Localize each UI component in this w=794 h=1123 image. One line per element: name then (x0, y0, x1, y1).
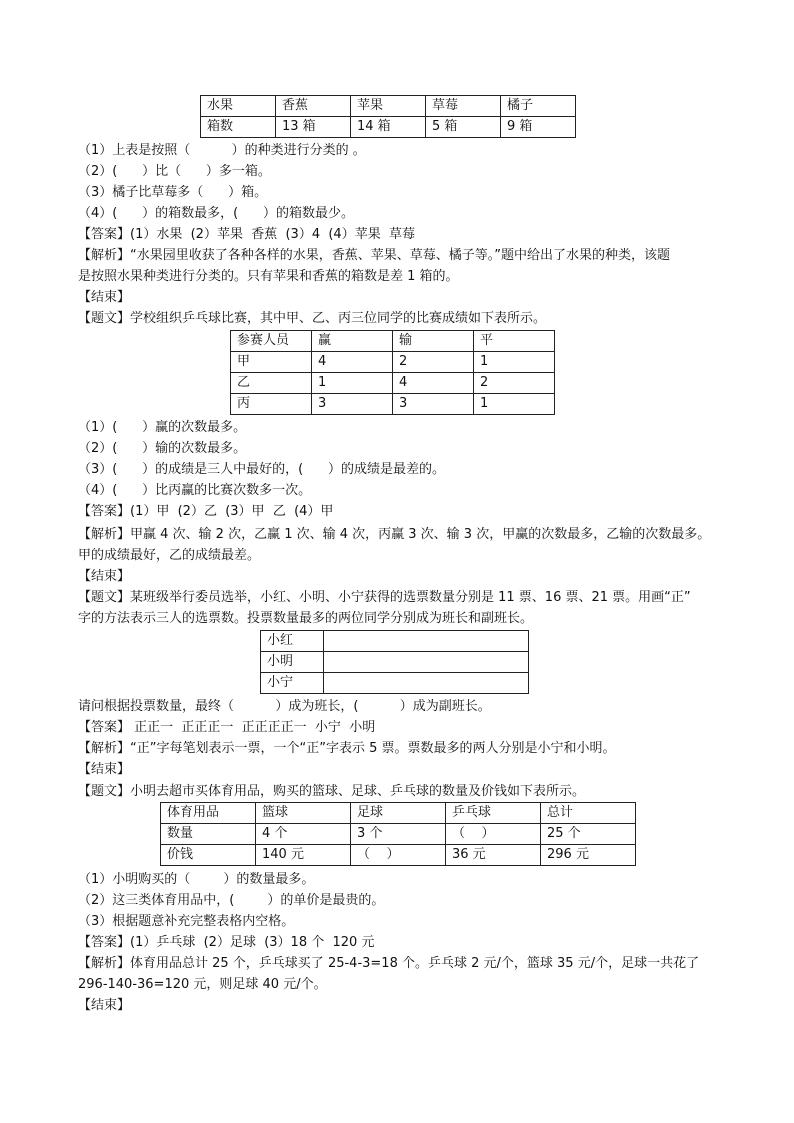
vote-table (260, 630, 529, 694)
answer-line: 【答案】(1）水果 (2）苹果 香蕉 (3）4 (4）苹果 草莓 (78, 227, 415, 242)
table-cell: 赢 (312, 331, 393, 352)
pingpong-table (230, 330, 555, 415)
question-line: （1）( ）赢的次数最多。 (78, 420, 247, 435)
table-cell: 1 (474, 352, 555, 373)
table-cell: 体育用品 (161, 803, 256, 824)
table-cell: 价钱 (161, 845, 256, 866)
question-line: （1）小明购买的（ ）的数量最多。 (78, 872, 315, 887)
question-line: （4）( ）的箱数最多，( ）的箱数最少。 (78, 206, 355, 221)
answer-line: 【答案】(1）甲 (2）乙 (3）甲 乙 (4）甲 (78, 504, 334, 519)
table-cell: 橘子 (501, 96, 576, 117)
answer-line: 【答案】 正正一 正正正一 正正正正一 小宁 小明 (78, 720, 376, 735)
analysis-line: 296-140-36=120 元，则足球 40 元/个。 (78, 977, 327, 992)
table-row (201, 96, 576, 117)
table-cell: 9 箱 (501, 117, 576, 138)
analysis-line: 【解析】体育用品总计 25 个，乒乓球买了 25-4-3=18 个。乒乓球 2 元/个，篮球 35 元/个，足球一共花了 (78, 956, 700, 971)
blank-cell: （ ） (446, 824, 541, 845)
question-line: 【题文】学校组织乒乓球比赛，其中甲、乙、丙三位同学的比赛成绩如下表所示。 (78, 311, 547, 326)
table-cell: 小明 (261, 652, 324, 673)
sports-table (160, 802, 636, 866)
table-cell: 3 (312, 394, 393, 415)
table-cell: 草莓 (426, 96, 501, 117)
table-cell: 苹果 (351, 96, 426, 117)
table-cell: 小红 (261, 631, 324, 652)
table-cell: 14 箱 (351, 117, 426, 138)
question-line: （2）这三类体育用品中，( ）的单价是最贵的。 (78, 893, 385, 908)
table-cell: 3 (393, 394, 474, 415)
table-cell: 140 元 (256, 845, 351, 866)
blank-cell: （ ） (351, 845, 446, 866)
end-marker: 【结束】 (78, 569, 131, 584)
table-cell: 总计 (541, 803, 636, 824)
question-line: （2）( ）输的次数最多。 (78, 441, 247, 456)
table-cell: 25 个 (541, 824, 636, 845)
table-cell: 参赛人员 (231, 331, 312, 352)
table-row (201, 117, 576, 138)
table-cell: 2 (474, 373, 555, 394)
table-cell: 4 (312, 352, 393, 373)
table-row (231, 394, 555, 415)
tally-cell (324, 673, 529, 694)
table-row (161, 845, 636, 866)
table-cell: 2 (393, 352, 474, 373)
table-cell: 5 箱 (426, 117, 501, 138)
fruit-table (200, 95, 576, 138)
table-cell: 4 (393, 373, 474, 394)
table-cell: 足球 (351, 803, 446, 824)
table-row (261, 652, 529, 673)
end-marker: 【结束】 (78, 290, 131, 305)
end-marker: 【结束】 (78, 762, 131, 777)
question-line: （1）上表是按照（ ）的种类进行分类的 。 (78, 143, 366, 158)
table-cell: 13 箱 (276, 117, 351, 138)
question-line: 请问根据投票数量，最终（ ）成为班长，( ）成为副班长。 (78, 699, 491, 714)
analysis-line: 【解析】甲赢 4 次、输 2 次，乙赢 1 次、输 4 次，丙赢 3 次、输 3 次，甲赢的次数最多，乙输的次数最多。 (78, 527, 711, 542)
tally-cell (324, 631, 529, 652)
answer-line: 【答案】(1）乒乓球 (2）足球 (3）18 个 120 元 (78, 935, 375, 950)
table-cell: 乒乓球 (446, 803, 541, 824)
analysis-line: 是按照水果种类进行分类的。只有苹果和香蕉的箱数是差 1 箱的。 (78, 269, 459, 284)
table-cell: 36 元 (446, 845, 541, 866)
end-marker: 【结束】 (78, 998, 131, 1013)
question-line: （3）( ）的成绩是三人中最好的，( ）的成绩是最差的。 (78, 462, 446, 477)
table-row (231, 331, 555, 352)
table-cell: 平 (474, 331, 555, 352)
question-line: （3）橘子比草莓多（ ）箱。 (78, 185, 268, 200)
table-cell: 4 个 (256, 824, 351, 845)
analysis-line: 甲的成绩最好，乙的成绩最差。 (78, 548, 261, 563)
table-cell: 输 (393, 331, 474, 352)
table-row (161, 803, 636, 824)
table-cell: 3 个 (351, 824, 446, 845)
question-line: 字的方法表示三人的选票数。投票数量最多的两位同学分别成为班长和副班长。 (78, 611, 534, 626)
table-cell: 香蕉 (276, 96, 351, 117)
question-line: （4）( ）比丙赢的比赛次数多一次。 (78, 483, 312, 498)
question-line: （3）根据题意补充完整表格内空格。 (78, 914, 295, 929)
table-row (231, 373, 555, 394)
table-row (261, 673, 529, 694)
question-line: 【题文】某班级举行委员选举，小红、小明、小宁获得的选票数量分别是 11 票、16 票、21 票。用画“正” (78, 590, 691, 605)
table-cell: 丙 (231, 394, 312, 415)
table-cell: 水果 (201, 96, 276, 117)
table-row (261, 631, 529, 652)
table-cell: 数量 (161, 824, 256, 845)
table-cell: 1 (474, 394, 555, 415)
table-cell: 箱数 (201, 117, 276, 138)
table-cell: 1 (312, 373, 393, 394)
table-cell: 296 元 (541, 845, 636, 866)
tally-cell (324, 652, 529, 673)
question-line: 【题文】小明去超市买体育用品，购买的篮球、足球、乒乓球的数量及价钱如下表所示。 (78, 784, 586, 799)
analysis-line: 【解析】“水果园里收获了各种各样的水果，香蕉、苹果、草莓、橘子等。”题中给出了水果的种类，该题 (78, 248, 670, 263)
analysis-line: 【解析】“正”字每笔划表示一票，一个“正”字表示 5 票。票数最多的两人分别是小宁和小明。 (78, 741, 616, 756)
table-row (161, 824, 636, 845)
table-cell: 甲 (231, 352, 312, 373)
table-cell: 小宁 (261, 673, 324, 694)
table-row (231, 352, 555, 373)
table-cell: 篮球 (256, 803, 351, 824)
table-cell: 乙 (231, 373, 312, 394)
question-line: （2）( ）比（ ）多一箱。 (78, 164, 271, 179)
